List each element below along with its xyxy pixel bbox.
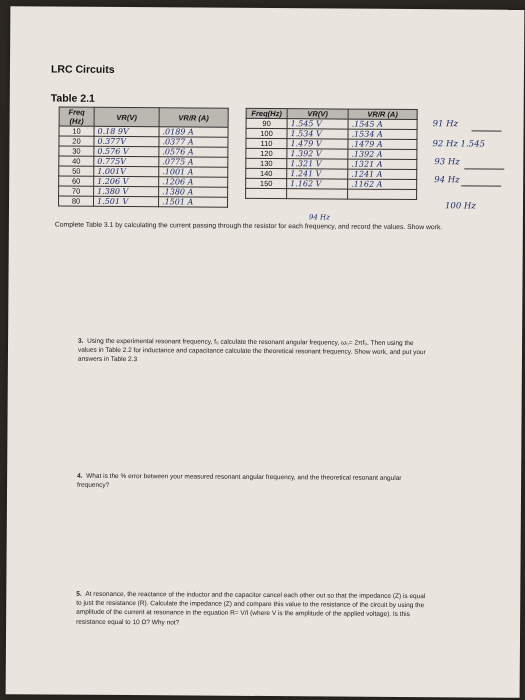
- table-row: [59, 196, 228, 207]
- underline: [461, 185, 501, 186]
- table-row: [246, 148, 417, 159]
- table-cell: 1.534 V: [287, 129, 348, 139]
- question-number: 4.: [77, 472, 83, 480]
- table-cell: .1321 A: [348, 159, 417, 169]
- table-cell: 0.377V: [94, 136, 159, 146]
- table-cell: .1545 A: [348, 119, 417, 129]
- handwritten-note: 94 Hz: [308, 213, 330, 222]
- data-table-right: [245, 108, 418, 200]
- question-number: 5.: [76, 590, 82, 598]
- table-row: [246, 188, 417, 199]
- question-5: [76, 590, 431, 629]
- table-cell: .1534 A: [348, 129, 417, 139]
- table-cell: 1.380 V: [94, 186, 159, 196]
- table-cell: .1001 A: [159, 167, 228, 177]
- table-row: [246, 138, 417, 149]
- column-header: VR/R (A): [348, 109, 417, 119]
- table-cell: 0.576 V: [94, 146, 159, 156]
- table-cell: .0576 A: [159, 147, 228, 157]
- page-title: LRC Circuits: [50, 63, 115, 76]
- table-cell: [287, 189, 348, 199]
- side-note: 100 Hz: [444, 201, 476, 212]
- table-cell: .0377 A: [159, 137, 228, 147]
- side-note: 92 Hz 1.545: [432, 139, 485, 150]
- table-cell: .1479 A: [348, 139, 417, 149]
- question-text: Using the experimental resonant frequency, f₀ calculate the resonant angular frequency, ω₀= 2πf₀. Then using the values in Table 2.2 for inductance and capacitance calculate the theoretical resonant frequency. Show work, and put your answers in Table 2.3: [77, 337, 426, 364]
- table-title: Table 2.1: [50, 92, 95, 105]
- question-4: [77, 472, 432, 493]
- table-cell: .0775 A: [159, 157, 228, 167]
- question-3: [78, 337, 433, 367]
- table-cell: 100: [246, 128, 287, 138]
- side-note: 93 Hz: [434, 157, 460, 168]
- column-header: VR(V): [287, 109, 348, 119]
- question-text: What is the % error between your measured resonant angular frequency, and the theoretical resonant angular frequency?: [77, 472, 402, 490]
- table-cell: .1206 A: [159, 177, 228, 187]
- side-note: 94 Hz: [434, 175, 460, 186]
- underline: [464, 168, 504, 169]
- table-cell: 30: [59, 146, 94, 156]
- table-row: [246, 168, 417, 179]
- table-cell: 1.241 V: [287, 169, 348, 179]
- table-cell: 1.479 V: [287, 139, 348, 149]
- table-cell: 0.775V: [94, 156, 159, 166]
- worksheet-page: [6, 6, 525, 698]
- instruction-text: Complete Table 3.1 by calculating the current passing through the resistor for each frequency, and record the values. Show work.: [54, 221, 443, 232]
- table-cell: 20: [59, 136, 94, 146]
- table-cell: 1.001V: [94, 166, 159, 176]
- table-cell: .1380 A: [159, 187, 228, 197]
- side-note: 91 Hz: [432, 119, 459, 130]
- table-row: [246, 178, 417, 189]
- table-cell: .1501 A: [159, 197, 228, 207]
- table-cell: 150: [246, 178, 287, 188]
- underline: [472, 130, 502, 131]
- table-cell: 90: [246, 118, 287, 128]
- table-cell: .0189 A: [159, 127, 228, 137]
- question-text: At resonance, the reactance of the inductor and the capacitor cancel each other out so that the impedance (Z) is equal to just the resistance (R). Calculate the impedance (Z) and compare this value to the resistance of the circuit by using the amplitude of the current at resonance in the equation R= V/I (where V is the amplitude of the applied voltage). Is this resistance equal to 10 Ω? Why not?: [76, 590, 426, 627]
- table-cell: 60: [59, 176, 94, 186]
- table-cell: [246, 188, 287, 198]
- question-number: 3.: [78, 337, 84, 345]
- table-cell: .1392 A: [348, 149, 417, 159]
- table-cell: 40: [59, 156, 94, 166]
- table-cell: 50: [59, 166, 94, 176]
- table-cell: 70: [59, 186, 94, 196]
- table-cell: .1162 A: [348, 179, 417, 189]
- table-row: [246, 128, 417, 139]
- table-cell: 10: [59, 126, 94, 136]
- table-cell: 1.501 V: [94, 196, 159, 206]
- table-cell: 80: [59, 196, 94, 206]
- column-header: VR/R (A): [159, 108, 228, 127]
- table-cell: .1241 A: [348, 169, 417, 179]
- table-cell: 1.545 V: [287, 119, 348, 129]
- column-header: VR(V): [94, 107, 159, 126]
- table-cell: 140: [246, 168, 287, 178]
- table-cell: 0.18 9V: [94, 126, 159, 136]
- column-header: Freq (Hz): [59, 107, 94, 126]
- table-cell: [348, 189, 417, 199]
- table-row: [246, 158, 417, 169]
- column-header: Freq(Hz): [246, 108, 287, 118]
- table-cell: 1.206 V: [94, 176, 159, 186]
- table-cell: 1.162 V: [287, 179, 348, 189]
- table-cell: 1.392 V: [287, 149, 348, 159]
- table-cell: 110: [246, 138, 287, 148]
- data-table-left: [58, 107, 229, 208]
- table-cell: 130: [246, 158, 287, 168]
- table-cell: 120: [246, 148, 287, 158]
- table-cell: 1.321 V: [287, 159, 348, 169]
